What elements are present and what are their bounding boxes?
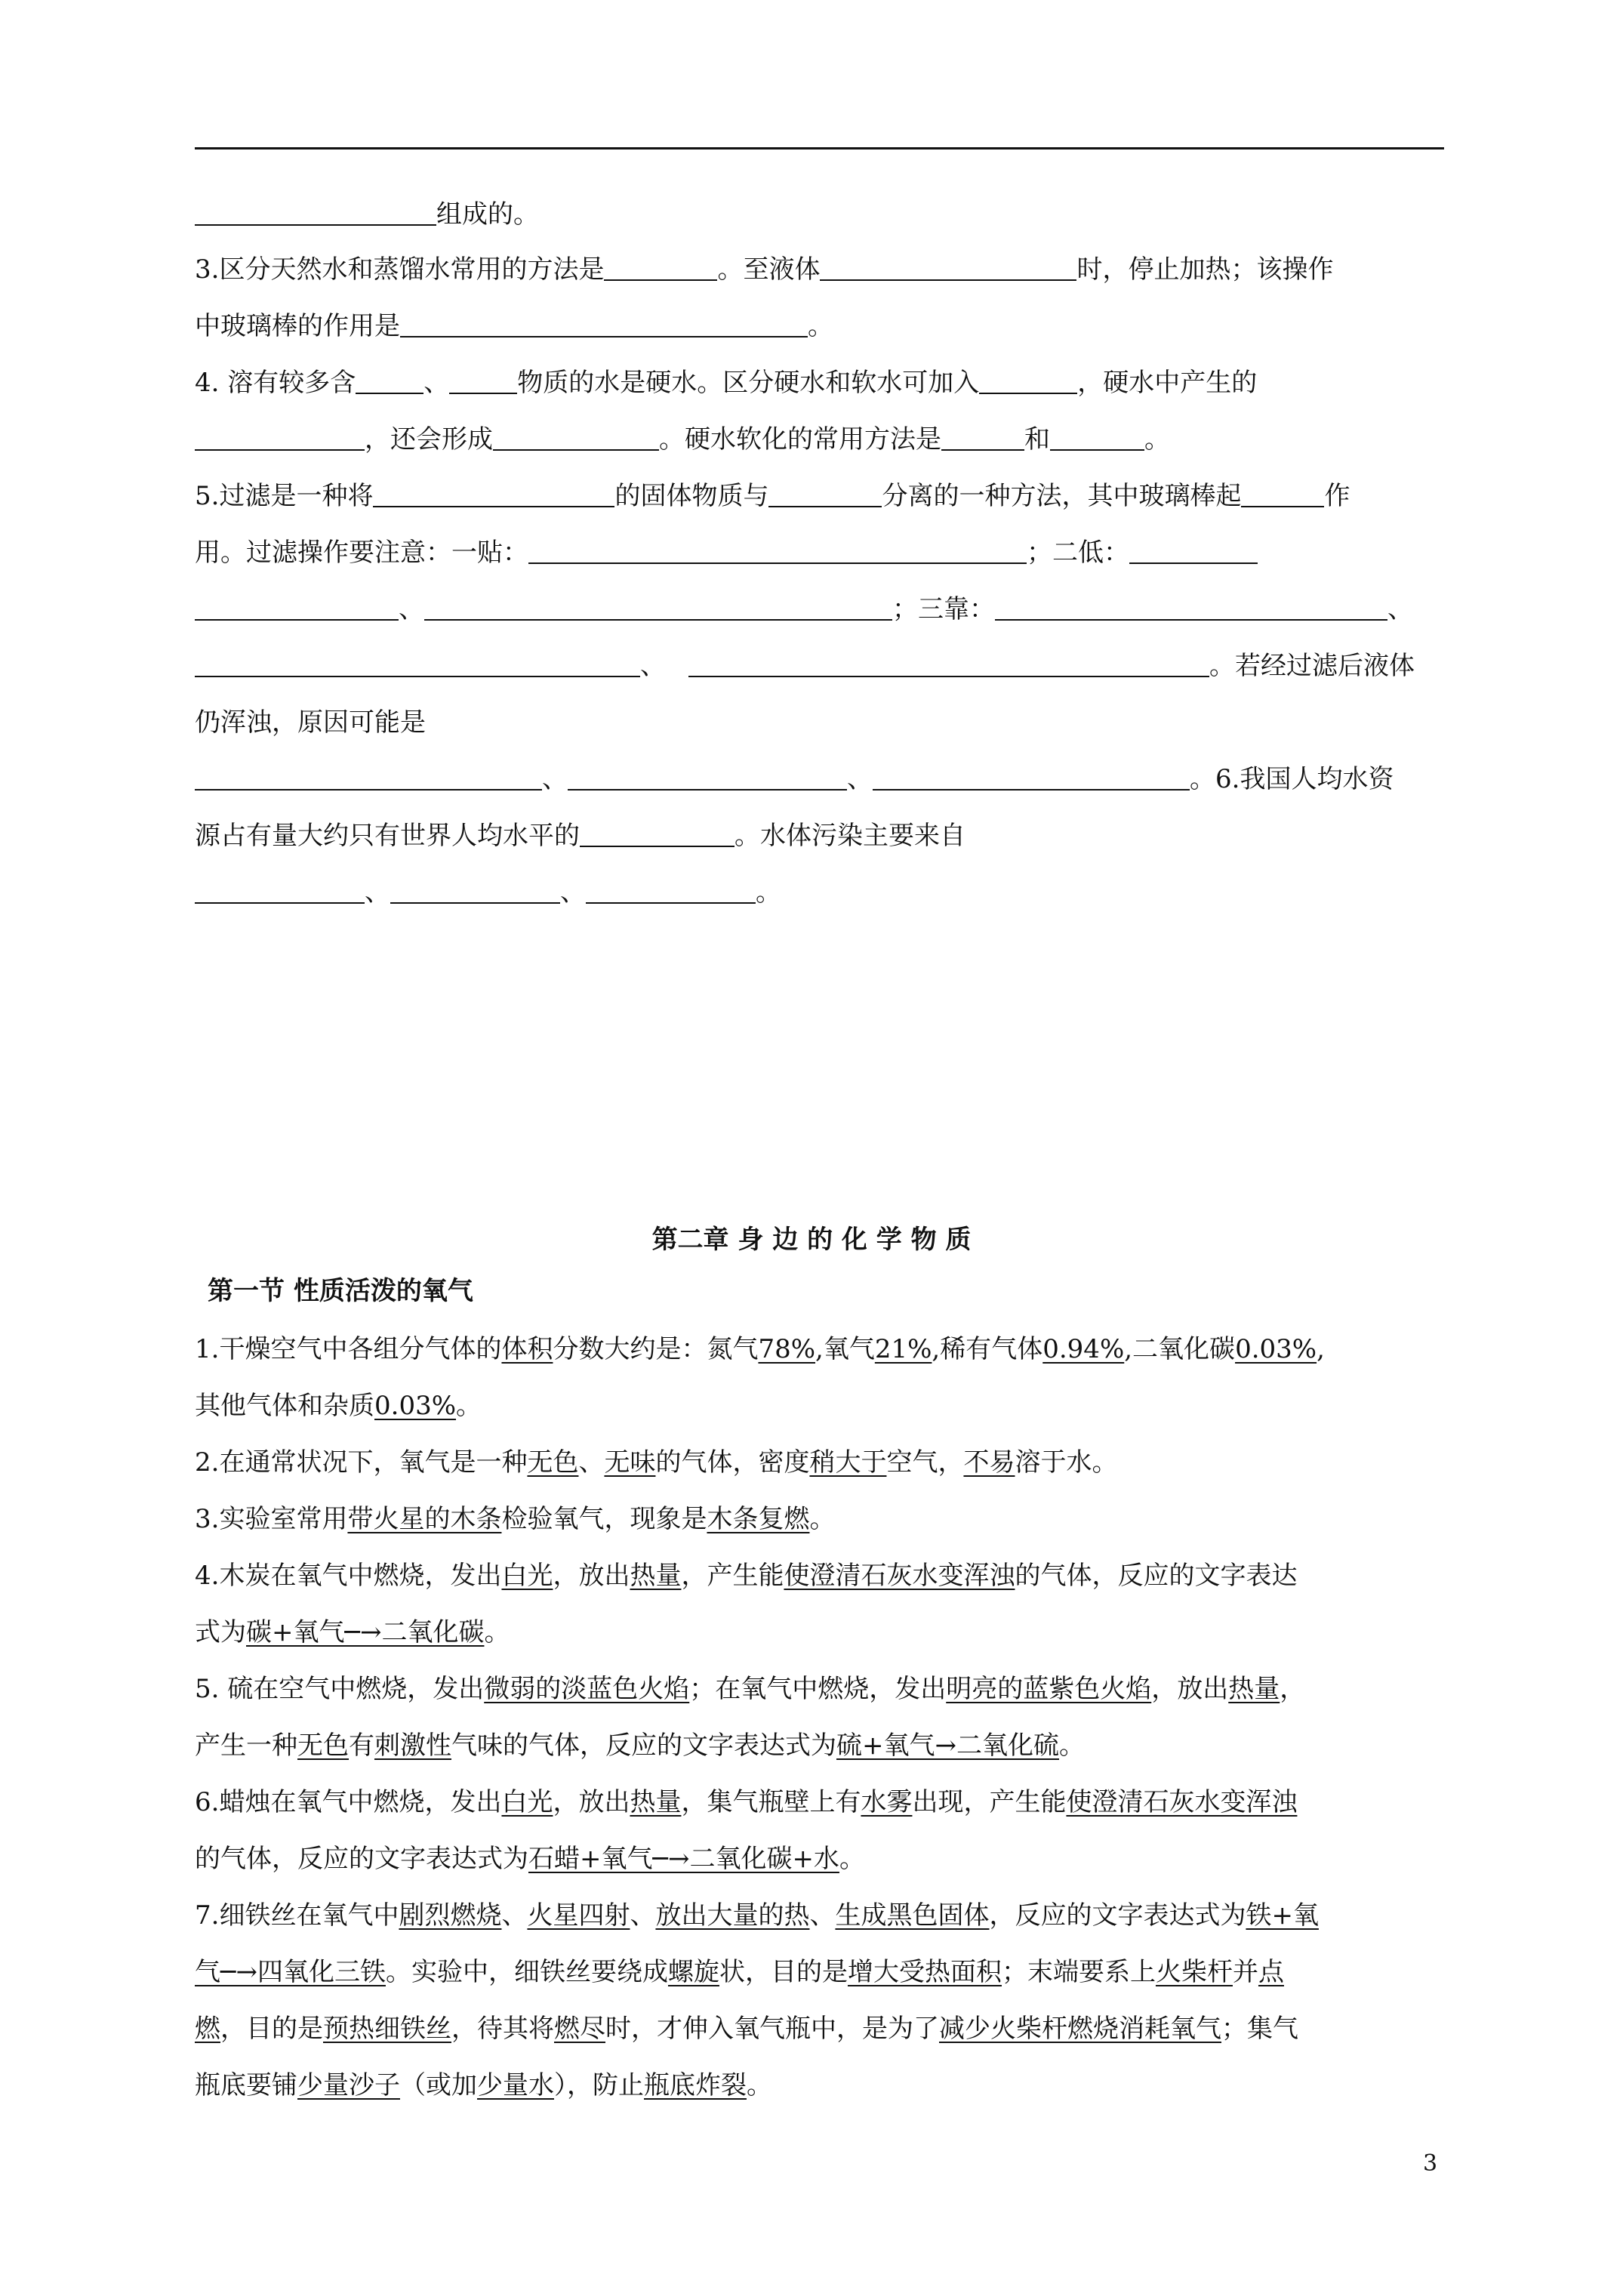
oxygen-q7b [195, 1955, 1448, 1989]
text: 产生一种 [195, 1730, 297, 1761]
text: 4.木炭在氧气中燃烧，发出 [195, 1561, 502, 1591]
answer: 增大受热面积 [847, 1957, 1002, 1987]
blank[interactable] [580, 823, 735, 847]
text: 其他气体和杂质 [195, 1391, 374, 1421]
blank[interactable] [688, 653, 1209, 677]
blank[interactable] [373, 483, 614, 507]
answer: 火星四射 [527, 1900, 630, 1931]
answer: 0.94% [1042, 1334, 1125, 1364]
text: 。 [1144, 424, 1170, 455]
text: ，集气瓶壁上有 [681, 1787, 861, 1817]
blank[interactable] [390, 880, 560, 904]
answer: 0.03% [1235, 1334, 1317, 1364]
line-5 [195, 423, 1448, 456]
text: ），防止 [554, 2070, 644, 2100]
blank[interactable] [1050, 427, 1144, 451]
text: 、 [640, 651, 666, 681]
text: 。 [484, 1617, 510, 1647]
oxygen-q6b [195, 1842, 1448, 1875]
answer: 火柴杆 [1155, 1957, 1233, 1987]
answer: 放出大量的热 [655, 1900, 810, 1931]
answer: 0.03% [374, 1391, 457, 1421]
text: 3.区分天然水和蒸馏水常用的方法是 [195, 254, 605, 285]
line-3 [195, 310, 1448, 343]
text: 。 [747, 2070, 772, 2100]
text: 。 [456, 1391, 482, 1421]
text: 7.细铁丝在氧气中 [195, 1900, 399, 1931]
answer: 减少火柴杆燃烧消耗氧气 [939, 2014, 1221, 2044]
text: ，待其将 [451, 2014, 554, 2044]
answer: 剧烈燃烧 [399, 1900, 502, 1931]
answer: 碳+氧气─→二氧化碳 [246, 1617, 485, 1647]
blank[interactable] [356, 370, 423, 394]
text: ，目的是 [220, 2014, 323, 2044]
text: ，放出 [553, 1561, 630, 1591]
text: 、 [630, 1900, 656, 1931]
text: ，放出 [553, 1787, 630, 1817]
answer: 水雾 [861, 1787, 913, 1817]
answer: 硫+氧气→二氧化硫 [836, 1730, 1059, 1761]
text: ；二低： [1027, 538, 1129, 568]
text: 并 [1232, 1957, 1258, 1987]
text: 。 [1058, 1730, 1085, 1761]
blank[interactable] [195, 202, 436, 226]
text: 。 [756, 877, 781, 908]
blank[interactable] [528, 540, 1027, 564]
blank[interactable] [873, 766, 1190, 791]
text: 和 [1024, 424, 1050, 455]
blank[interactable] [195, 653, 640, 677]
answer: 石蜡+氧气─→二氧化碳+水 [528, 1844, 839, 1874]
oxygen-q2 [195, 1446, 1448, 1479]
text: 气味的气体，反应的文字表达式为 [451, 1730, 836, 1761]
answer: 少量沙子 [297, 2070, 400, 2100]
answer: 铁+氧 [1246, 1900, 1319, 1931]
answer: 无色 [527, 1447, 579, 1478]
answer: 生成黑色固体 [835, 1900, 990, 1931]
text: 。 [808, 311, 833, 341]
blank[interactable] [1241, 483, 1324, 507]
answer: 稍大于 [809, 1447, 887, 1478]
blank[interactable] [768, 483, 882, 507]
text: 时，停止加热；该操作 [1076, 254, 1334, 285]
text: ,氧气 [815, 1334, 875, 1364]
answer: 带火星的木条 [347, 1504, 502, 1534]
blank[interactable] [195, 427, 365, 451]
text: 。水体污染主要来自 [735, 821, 965, 851]
answer: 瓶底炸裂 [644, 2070, 747, 2100]
text: 。6.我国人均水资 [1190, 764, 1394, 794]
text: 的固体物质与 [614, 481, 769, 511]
text: 溶于水。 [1015, 1447, 1118, 1478]
text: 5. 硫在空气中燃烧，发出 [195, 1674, 485, 1704]
text: 3.实验室常用 [195, 1504, 348, 1534]
line-13 [195, 876, 1448, 909]
oxygen-q4 [195, 1559, 1448, 1592]
answer: 少量水 [477, 2070, 554, 2100]
text: 式为 [195, 1617, 246, 1647]
text: 分离的一种方法，其中玻璃棒起 [882, 481, 1242, 511]
answer: 点 [1258, 1957, 1284, 1987]
text: 、 [365, 877, 390, 908]
text: 。至液体 [717, 254, 821, 285]
oxygen-q1b [195, 1389, 1448, 1422]
answer: 无味 [604, 1447, 656, 1478]
oxygen-q1 [195, 1333, 1448, 1366]
text: 分数大约是：氮气 [553, 1334, 759, 1364]
oxygen-q7c [195, 2012, 1448, 2045]
section-title: 第一节 性质活泼的氧气 [208, 1276, 473, 1306]
answer: 燃 [195, 2014, 220, 2044]
text: ，反应的文字表达式为 [989, 1900, 1246, 1931]
line-6 [195, 479, 1448, 513]
answer: 无色 [297, 1730, 349, 1761]
blank[interactable] [568, 766, 847, 791]
text: 、 [399, 594, 424, 624]
line-10 [195, 706, 1448, 739]
text: ；集气 [1221, 2014, 1298, 2044]
text: 1.干燥空气中各组分气体的 [195, 1334, 502, 1364]
blank[interactable] [493, 427, 659, 451]
header-rule [195, 147, 1444, 149]
blank[interactable] [400, 313, 808, 337]
blank[interactable] [979, 370, 1077, 394]
answer: 热量 [630, 1561, 682, 1591]
blank[interactable] [604, 257, 717, 281]
text: ；末端要系上 [1001, 1957, 1156, 1987]
oxygen-q4b [195, 1616, 1448, 1649]
text: , [1317, 1334, 1325, 1364]
text: 状，目的是 [719, 1957, 848, 1987]
text: 仍浑浊，原因可能是 [195, 707, 426, 738]
blank[interactable] [820, 257, 1076, 281]
blank[interactable] [195, 596, 399, 621]
line-2 [195, 253, 1448, 286]
text: ；三靠： [892, 594, 995, 624]
text: 检验氧气，现象是 [501, 1504, 707, 1534]
text: 的气体，反应的文字表达 [1015, 1561, 1298, 1591]
text: 空气， [886, 1447, 964, 1478]
blank[interactable] [586, 880, 756, 904]
answer: 燃尽 [554, 2014, 605, 2044]
text: 、 [560, 877, 586, 908]
answer: 热量 [630, 1787, 682, 1817]
text: 的气体，反应的文字表达式为 [195, 1844, 528, 1874]
answer: 微弱的淡蓝色火焰 [484, 1674, 690, 1704]
oxygen-q7d [195, 2069, 1448, 2102]
text: 物质的水是硬水。区分硬水和软水可加入 [517, 368, 980, 398]
blank[interactable] [449, 370, 517, 394]
line-7 [195, 536, 1448, 569]
text: ，还会形成 [365, 424, 493, 455]
answer: 刺激性 [374, 1730, 451, 1761]
answer: 木条复燃 [707, 1504, 810, 1534]
answer: 热量 [1228, 1674, 1280, 1704]
text: 。若经过滤后液体 [1209, 651, 1415, 681]
text: 作 [1324, 481, 1350, 511]
text: 有 [349, 1730, 374, 1761]
blank[interactable] [941, 427, 1024, 451]
line-4 [195, 366, 1448, 399]
blank[interactable] [995, 596, 1387, 621]
answer: 白光 [501, 1561, 553, 1591]
oxygen-q5b [195, 1729, 1448, 1762]
text: 2.在通常状况下，氧气是一种 [195, 1447, 528, 1478]
answer: 螺旋 [667, 1957, 719, 1987]
text: 4. 溶有较多含 [195, 368, 356, 398]
answer: 白光 [501, 1787, 553, 1817]
text: 中玻璃棒的作用是 [195, 311, 400, 341]
answer: 预热细铁丝 [323, 2014, 451, 2044]
line-11 [195, 763, 1448, 796]
text: 5.过滤是一种将 [195, 481, 374, 511]
blank[interactable] [424, 596, 892, 621]
line-9 [195, 649, 1448, 683]
page-number: 3 [1423, 2150, 1438, 2177]
answer: 体积 [501, 1334, 553, 1364]
oxygen-q5 [195, 1672, 1448, 1706]
answer: 使澄清石灰水变浑浊 [784, 1561, 1015, 1591]
text: 时，才伸入氧气瓶中，是为了 [605, 2014, 939, 2044]
text: 。硬水软化的常用方法是 [659, 424, 941, 455]
oxygen-q3 [195, 1502, 1448, 1536]
text: 。 [839, 1844, 865, 1874]
text: ，放出 [1151, 1674, 1229, 1704]
answer: 使澄清石灰水变浑浊 [1066, 1787, 1298, 1817]
text: （或加 [400, 2070, 477, 2100]
text: 、 [847, 764, 873, 794]
line-1 [195, 198, 1448, 231]
text: 、 [423, 368, 450, 398]
chapter-title: 第二章 身 边 的 化 学 物 质 [651, 1225, 972, 1255]
text: ；在氧气中燃烧，发出 [689, 1674, 947, 1704]
text: 组成的。 [436, 199, 539, 230]
text: ， [1280, 1674, 1306, 1704]
text: 6.蜡烛在氧气中燃烧，发出 [195, 1787, 502, 1817]
text: 出现，产生能 [912, 1787, 1067, 1817]
text: 。 [809, 1504, 836, 1534]
text: ,二氧化碳 [1124, 1334, 1236, 1364]
text: ，硬水中产生的 [1077, 368, 1258, 398]
text: 用。过滤操作要注意：一贴： [195, 538, 528, 568]
blank[interactable] [195, 766, 542, 791]
blank[interactable] [1129, 540, 1258, 564]
text: 、 [501, 1900, 528, 1931]
text: 、 [578, 1447, 605, 1478]
text: 、 [1387, 594, 1413, 624]
text: ,稀有气体 [932, 1334, 1043, 1364]
text: 瓶底要铺 [195, 2070, 297, 2100]
blank[interactable] [195, 880, 365, 904]
answer: 不易 [963, 1447, 1015, 1478]
text: 源占有量大约只有世界人均水平的 [195, 821, 580, 851]
answer: 气─→四氧化三铁 [195, 1957, 386, 1987]
oxygen-q6 [195, 1786, 1448, 1819]
text: 、 [809, 1900, 836, 1931]
answer: 明亮的蓝紫色火焰 [946, 1674, 1152, 1704]
answer: 21% [874, 1334, 932, 1364]
text: 、 [542, 764, 568, 794]
line-12 [195, 819, 1448, 852]
oxygen-q7 [195, 1899, 1448, 1932]
text: ，产生能 [681, 1561, 784, 1591]
text: 的气体，密度 [655, 1447, 810, 1478]
answer: 78% [758, 1334, 816, 1364]
line-8 [195, 593, 1448, 626]
text: 。实验中，细铁丝要绕成 [385, 1957, 668, 1987]
